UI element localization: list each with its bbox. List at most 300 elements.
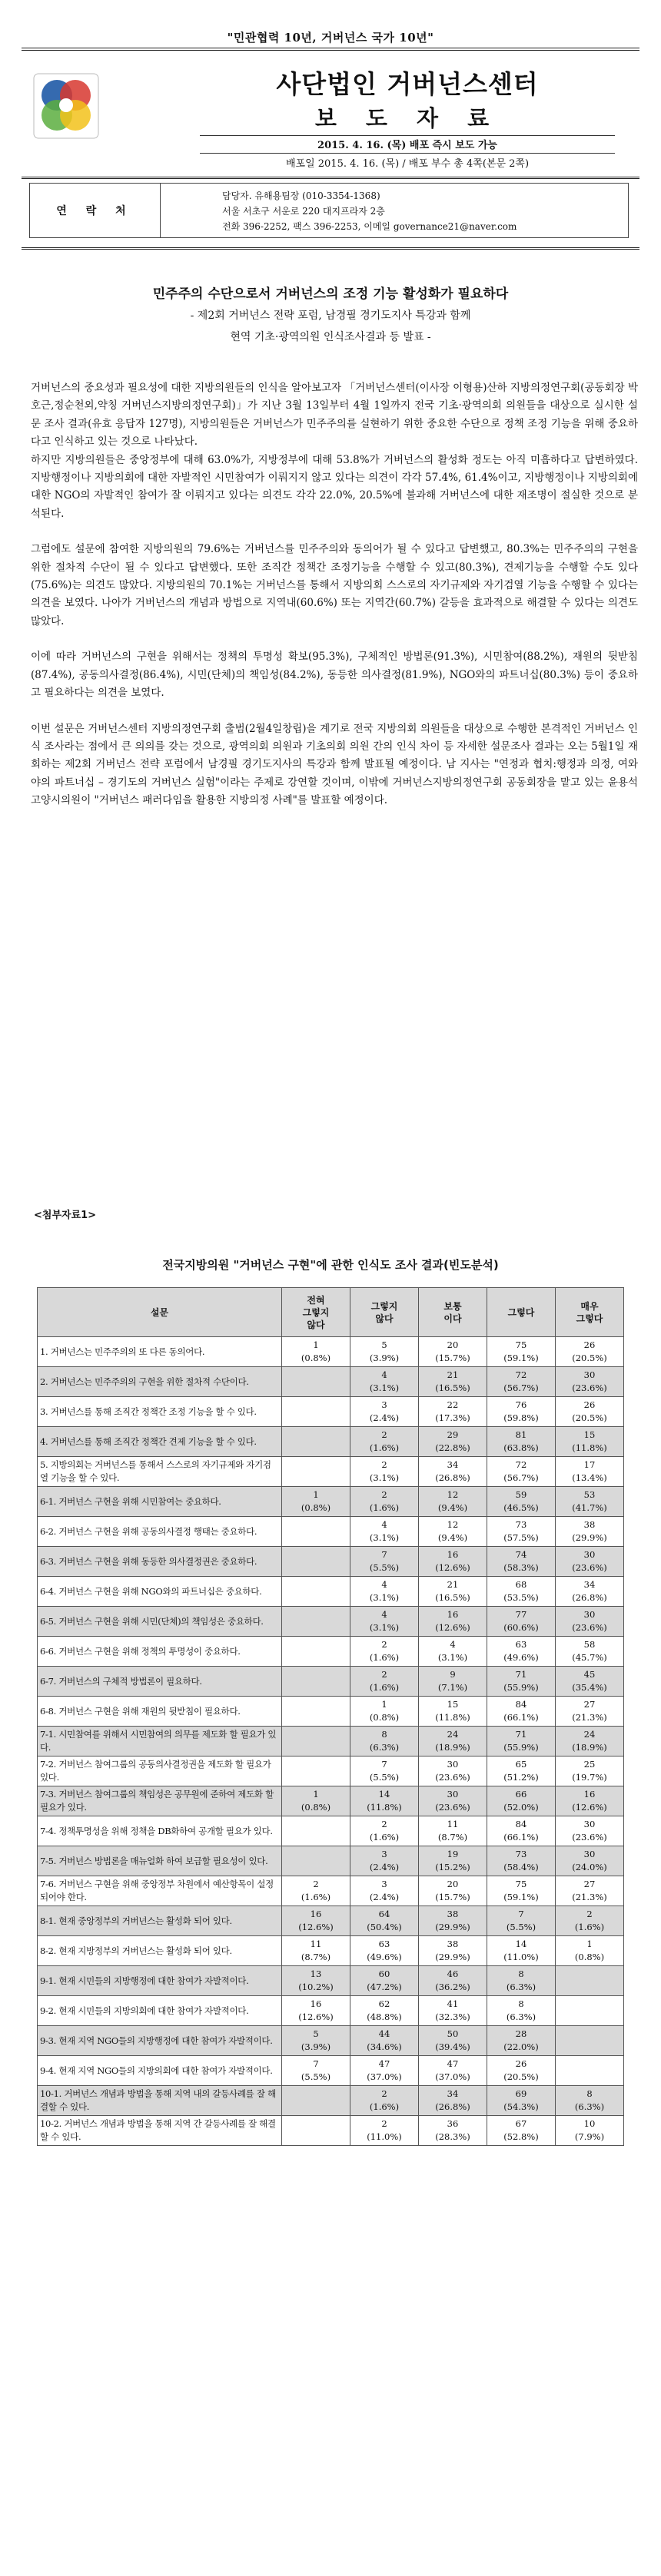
table-row [38,1337,624,1367]
count-value: 1 [586,1939,593,1949]
count-value: 30 [583,1819,596,1829]
count-value: 20 [447,1339,459,1350]
percent-value: (21.3%) [572,1712,607,1723]
value-cell [282,1547,350,1577]
value-cell [350,1427,419,1457]
percent-value: (56.7%) [503,1382,539,1393]
value-cell [487,1547,556,1577]
value-cell [419,1607,487,1637]
count-value: 26 [583,1399,596,1410]
value-cell [419,1816,487,1846]
value-cell [556,1667,624,1697]
value-cell [556,1397,624,1427]
value-cell [419,2026,487,2056]
value-cell [556,2026,624,2056]
percent-value: (5.5%) [506,1922,536,1932]
percent-value: (37.0%) [435,2071,470,2082]
value-cell [282,1397,350,1427]
percent-value: (20.5%) [503,2071,539,2082]
count-value: 2 [381,2088,387,2099]
value-cell [556,2056,624,2086]
slogan: "민관협력 10년, 거버넌스 국가 10년" [227,31,434,45]
value-cell [350,1996,419,2026]
count-value: 4 [381,1519,387,1530]
percent-value: (11.0%) [367,2131,402,2142]
count-value: 81 [515,1429,527,1440]
count-value: 1 [313,1339,319,1350]
percent-value: (3.1%) [369,1532,400,1543]
value-cell [556,1996,624,2026]
value-cell [282,1337,350,1367]
release-date: 2015. 4. 16. (목) 배포 즉시 보도 가능 [317,140,497,151]
question-cell: 7-2. 거버넌스 참여그룹의 공동의사결정권을 제도화 할 필요가 있다. [38,1757,282,1786]
count-value: 27 [583,1699,596,1710]
value-cell [556,1607,624,1637]
count-value: 19 [447,1849,459,1859]
count-value: 26 [515,2058,527,2069]
percent-value: (32.3%) [435,2011,470,2022]
count-value: 38 [447,1909,459,1919]
value-cell [419,1457,487,1487]
percent-value: (19.7%) [572,1772,607,1783]
value-cell [419,1966,487,1996]
table-row [38,1846,624,1876]
count-value: 36 [447,2118,459,2129]
count-value: 30 [583,1549,596,1560]
count-value: 38 [583,1519,596,1530]
count-value: 67 [515,2118,527,2129]
count-value: 75 [515,1339,527,1350]
distribution-info: 배포일 2015. 4. 16. (목) / 배포 부수 총 4쪽(본문 2쪽) [285,158,530,170]
value-cell [350,1876,419,1906]
table-row [38,1607,624,1637]
table-row [38,1637,624,1667]
value-cell [487,1517,556,1547]
count-value: 68 [515,1579,527,1590]
count-value: 15 [583,1429,596,1440]
value-cell [282,2086,350,2116]
count-value: 47 [378,2058,390,2069]
value-cell [419,1427,487,1457]
percent-value: (58.4%) [503,1862,539,1872]
percent-value: (3.1%) [369,1472,400,1483]
document-type: 보 도 자 료 [314,105,500,131]
value-cell [282,1367,350,1397]
percent-value: (37.0%) [367,2071,402,2082]
value-cell [487,1996,556,2026]
table-row [38,1936,624,1966]
percent-value: (53.5%) [503,1592,539,1603]
contact-address: 서울 서초구 서운로 220 대지프라자 2층 [222,206,385,217]
table-row [38,1577,624,1607]
percent-value: (6.3%) [574,2101,605,2112]
percent-value: (59.1%) [503,1353,539,1363]
percent-value: (20.5%) [572,1412,607,1423]
table-row [38,1876,624,1906]
percent-value: (66.1%) [503,1832,539,1843]
table-header-row [38,1288,624,1337]
question-cell: 9-3. 현재 지역 NGO들의 지방행정에 대한 참여가 자발적이다. [38,2026,282,2056]
count-value: 84 [515,1819,527,1829]
value-cell [350,1786,419,1816]
value-cell [487,2056,556,2086]
percent-value: (13.4%) [572,1472,607,1483]
percent-value: (3.1%) [437,1652,468,1663]
percent-value: (0.8%) [301,1353,331,1363]
count-value: 76 [515,1399,527,1410]
percent-value: (0.8%) [574,1952,605,1962]
value-cell [556,1786,624,1816]
count-value: 7 [381,1759,387,1770]
table-row [38,1727,624,1757]
value-cell [556,1487,624,1517]
question-cell: 7-3. 거버넌스 참여그룹의 책임성은 공무원에 준하여 제도화 할 필요가 있다. [38,1786,282,1816]
question-cell: 5. 지방의회는 거버넌스를 통해서 스스로의 자기규제와 자기검열 기능을 할 수 있다. [38,1457,282,1487]
body-paragraph: 거버넌스의 중요성과 필요성에 대한 지방의원들의 인식을 알아보고자 「거버넌스센터(이사장 이형용)산하 지방의정연구회(공동회장 박호근,정순천외,약칭 거버넌스지방의정연구회)」가 지난 3월 13일부터 4월 1일까지 전국 기초·광역의회 의원들을 대상으로 실시한 설문 조사 결과(유효 응답자 127명), 지방의원들은 거버넌스가 민주주의를 실현하기 위한 중요한 수단으로 정책 조정 기능을 위해 중요하다고 인식하고 있는 것으로 나타났다. [31,382,638,449]
percent-value: (5.5%) [369,1562,400,1573]
question-cell: 6-3. 거버넌스 구현을 위해 동등한 의사결정권은 중요하다. [38,1547,282,1577]
value-cell [556,1367,624,1397]
value-cell [419,1337,487,1367]
count-value: 2 [381,1459,387,1470]
percent-value: (12.6%) [435,1622,470,1633]
percent-value: (24.0%) [572,1862,607,1872]
value-cell [282,1487,350,1517]
percent-value: (12.6%) [435,1562,470,1573]
count-value: 41 [447,1998,459,2009]
percent-value: (26.8%) [572,1592,607,1603]
percent-value: (23.6%) [435,1772,470,1783]
question-cell: 3. 거버넌스를 통해 조직간 정책간 조정 기능을 할 수 있다. [38,1397,282,1427]
count-value: 62 [378,1998,390,2009]
percent-value: (1.6%) [369,1652,400,1663]
headline: 민주주의 수단으로서 거버넌스의 조정 기능 활성화가 필요하다 [152,286,509,302]
percent-value: (26.8%) [435,1472,470,1483]
question-cell: 6-2. 거버넌스 구현을 위해 공동의사결정 행태는 중요하다. [38,1517,282,1547]
count-value: 14 [515,1939,527,1949]
percent-value: (10.2%) [298,1982,334,1992]
count-value: 5 [381,1339,387,1350]
value-cell [419,1487,487,1517]
value-cell [282,1517,350,1547]
count-value: 2 [586,1909,593,1919]
count-value: 34 [447,1459,459,1470]
contact-box [29,183,629,238]
value-cell [350,2116,419,2146]
count-value: 34 [447,2088,459,2099]
count-value: 8 [586,2088,593,2099]
table-row [38,1427,624,1457]
question-cell: 1. 거버넌스는 민주주의의 또 다른 동의어다. [38,1337,282,1367]
percent-value: (39.4%) [435,2041,470,2052]
value-cell [556,1876,624,1906]
count-value: 2 [381,1669,387,1680]
percent-value: (18.9%) [435,1742,470,1753]
table-row [38,1816,624,1846]
value-cell [556,1966,624,1996]
percent-value: (2.4%) [369,1412,400,1423]
percent-value: (0.8%) [301,1502,331,1513]
count-value: 58 [583,1639,596,1650]
percent-value: (26.8%) [435,2101,470,2112]
count-value: 63 [378,1939,390,1949]
value-cell [487,1397,556,1427]
percent-value: (66.1%) [503,1712,539,1723]
percent-value: (49.6%) [367,1952,402,1962]
percent-value: (63.8%) [503,1442,539,1453]
question-cell: 7-4. 정책투명성을 위해 정책을 DB화하여 공개할 필요가 있다. [38,1816,282,1846]
value-cell [487,1727,556,1757]
percent-value: (52.8%) [503,2131,539,2142]
count-value: 4 [381,1609,387,1620]
percent-value: (7.9%) [574,2131,605,2142]
count-value: 15 [447,1699,459,1710]
percent-value: (23.6%) [572,1622,607,1633]
count-value: 21 [447,1369,459,1380]
count-value: 26 [583,1339,596,1350]
percent-value: (6.3%) [506,1982,536,1992]
percent-value: (1.6%) [301,1892,331,1902]
count-value: 27 [583,1879,596,1889]
count-value: 66 [515,1789,527,1800]
count-value: 74 [515,1549,527,1560]
header-rule-mid [22,177,639,179]
value-cell [282,1816,350,1846]
value-cell [419,2116,487,2146]
count-value: 9 [450,1669,456,1680]
percent-value: (46.5%) [503,1502,539,1513]
question-cell: 9-1. 현재 시민들의 지방행정에 대한 참여가 자발적이다. [38,1966,282,1996]
table-row [38,1966,624,1996]
count-value: 44 [378,2028,390,2039]
count-value: 73 [515,1519,527,1530]
percent-value: (15.7%) [435,1892,470,1902]
question-cell: 6-4. 거버넌스 구현을 위해 NGO와의 파트너십은 중요하다. [38,1577,282,1607]
question-cell: 7-1. 시민참여를 위해서 시민참여의 의무를 제도화 할 필요가 있다. [38,1727,282,1757]
count-value: 11 [310,1939,322,1949]
table-row [38,2026,624,2056]
value-cell [487,1637,556,1667]
value-cell [282,1846,350,1876]
count-value: 24 [583,1729,596,1740]
value-cell [282,1637,350,1667]
percent-value: (29.9%) [435,1952,470,1962]
percent-value: (29.9%) [435,1922,470,1932]
percent-value: (0.8%) [369,1712,400,1723]
count-value: 4 [381,1369,387,1380]
count-value: 16 [310,1909,322,1919]
value-cell [282,1427,350,1457]
attachment-label: <첨부자료1> [34,1210,97,1221]
table-row [38,1457,624,1487]
percent-value: (3.9%) [301,2041,331,2052]
value-cell [282,2026,350,2056]
value-cell [556,1337,624,1367]
value-cell [556,1697,624,1727]
count-value: 34 [583,1579,596,1590]
value-cell [350,2056,419,2086]
percent-value: (11.8%) [367,1802,402,1813]
value-cell [487,1487,556,1517]
subheadline: - 제2회 거버넌스 전략 포럼, 남경필 경기도지사 특강과 함께 [190,310,471,322]
value-cell [419,1547,487,1577]
value-cell [487,1667,556,1697]
count-value: 5 [313,2028,319,2039]
value-cell [487,2116,556,2146]
value-cell [487,1607,556,1637]
value-cell [350,2086,419,2116]
count-value: 50 [447,2028,459,2039]
count-value: 2 [381,1489,387,1500]
value-cell [350,1667,419,1697]
percent-value: (23.6%) [572,1382,607,1393]
value-cell [556,1906,624,1936]
table-row [38,1906,624,1936]
count-value: 11 [447,1819,459,1829]
value-cell [556,1517,624,1547]
value-cell [282,1966,350,1996]
contact-person: 담당자. 유해용팀장 (010-3354-1368) [222,190,380,201]
percent-value: (6.3%) [369,1742,400,1753]
header-rule-bottom [22,247,639,250]
value-cell [556,1936,624,1966]
value-cell [487,1757,556,1786]
percent-value: (18.9%) [572,1742,607,1753]
percent-value: (3.1%) [369,1382,400,1393]
percent-value: (55.9%) [503,1742,539,1753]
percent-value: (50.4%) [367,1922,402,1932]
question-cell: 6-6. 거버넌스 구현을 위해 정책의 투명성이 중요하다. [38,1637,282,1667]
value-cell [350,2026,419,2056]
value-cell [556,1757,624,1786]
value-cell [350,1367,419,1397]
value-cell [350,1697,419,1727]
value-cell [419,1577,487,1607]
percent-value: (22.8%) [435,1442,470,1453]
count-value: 13 [310,1968,322,1979]
count-value: 30 [583,1369,596,1380]
percent-value: (45.7%) [572,1652,607,1663]
count-value: 47 [447,2058,459,2069]
count-value: 25 [583,1759,596,1770]
value-cell [350,1487,419,1517]
table-row [38,2116,624,2146]
table-row [38,1786,624,1816]
value-cell [350,1936,419,1966]
count-value: 30 [583,1849,596,1859]
contact-label: 연 락 처 [30,184,161,237]
value-cell [350,1727,419,1757]
value-cell [487,1427,556,1457]
contact-phone-email: 전화 396-2252, 팩스 396-2253, 이메일 governance21@naver.com [222,221,517,232]
value-cell [487,2026,556,2056]
percent-value: (5.5%) [301,2071,331,2082]
column-header: 전혀 그렇지 않다 [282,1288,350,1337]
header-rule-top [22,48,639,51]
count-value: 28 [515,2028,527,2039]
value-cell [487,1846,556,1876]
percent-value: (12.6%) [298,1922,334,1932]
value-cell [282,1457,350,1487]
percent-value: (11.0%) [503,1952,539,1962]
count-value: 10 [583,2118,596,2129]
value-cell [487,1337,556,1367]
question-cell: 6-8. 거버넌스 구현을 위해 재원의 뒷받침이 필요하다. [38,1697,282,1727]
value-cell [350,1757,419,1786]
column-header: 그렇다 [487,1288,556,1337]
column-header: 보통 이다 [419,1288,487,1337]
value-cell [556,1427,624,1457]
value-cell [487,1786,556,1816]
count-value: 3 [381,1879,387,1889]
count-value: 29 [447,1429,459,1440]
body-paragraph: 그럼에도 설문에 참여한 지방의원의 79.6%는 거버넌스를 민주주의와 동의어가 될 수 있다고 답변했고, 80.3%는 민주주의의 구현을 위한 절차적 수단이 될 수 있다고 답변했다. 또한 조직간 정책간 조정기능을 수행할 수 있고(80.3%), 견제기능을 수행할 수도 있다(75.6%)는 의견도 많았다. 지방의원의 70.1%는 거버넌스를 통해서 지방의회 스스로의 자기규제와 자기검열 기능을 수행할 수 있다는 의견을 보였다. 나아가 거버넌스의 개념과 방법으로 지역내(60.6%) 또는 지역간(60.7%) 갈등을 효과적으로 해결할 수 있다는 의견도 많았다. [31,543,638,627]
org-title: 사단법인 거버넌스센터 [276,69,539,99]
question-cell: 9-2. 현재 시민들의 지방의회에 대한 참여가 자발적이다. [38,1996,282,2026]
value-cell [419,1517,487,1547]
table-row [38,1757,624,1786]
value-cell [350,1816,419,1846]
percent-value: (23.6%) [572,1832,607,1843]
percent-value: (29.9%) [572,1532,607,1543]
count-value: 2 [381,1429,387,1440]
value-cell [556,1727,624,1757]
question-cell: 9-4. 현재 지역 NGO들의 지방의회에 대한 참여가 자발적이다. [38,2056,282,2086]
table-row [38,1487,624,1517]
question-cell: 7-5. 거버넌스 방법론을 매뉴얼화 하여 보급할 필요성이 있다. [38,1846,282,1876]
count-value: 46 [447,1968,459,1979]
value-cell [419,2086,487,2116]
percent-value: (9.4%) [437,1532,468,1543]
percent-value: (7.1%) [437,1682,468,1693]
value-cell [419,1936,487,1966]
value-cell [419,1637,487,1667]
percent-value: (5.5%) [369,1772,400,1783]
value-cell [487,1876,556,1906]
value-cell [419,1996,487,2026]
count-value: 1 [313,1789,319,1800]
table-row [38,2056,624,2086]
count-value: 71 [515,1729,527,1740]
value-cell [487,1457,556,1487]
value-cell [419,2056,487,2086]
question-cell: 7-6. 거버넌스 구현을 위해 중앙정부 차원에서 예산항목이 설정되어야 한다. [38,1876,282,1906]
percent-value: (59.1%) [503,1892,539,1902]
column-header: 설문 [38,1288,282,1337]
count-value: 1 [313,1489,319,1500]
table-body [38,1337,624,2146]
value-cell [282,2056,350,2086]
value-cell [556,2116,624,2146]
question-cell: 8-1. 현재 중앙정부의 거버넌스는 활성화 되어 있다. [38,1906,282,1936]
count-value: 8 [381,1729,387,1740]
value-cell [350,1846,419,1876]
value-cell [419,1697,487,1727]
question-cell: 6-1. 거버넌스 구현을 위해 시민참여는 중요하다. [38,1487,282,1517]
percent-value: (52.0%) [503,1802,539,1813]
value-cell [419,1367,487,1397]
value-cell [419,1727,487,1757]
count-value: 71 [515,1669,527,1680]
divider [200,135,615,136]
count-value: 69 [515,2088,527,2099]
value-cell [556,1547,624,1577]
value-cell [282,2116,350,2146]
question-cell: 6-7. 거버넌스의 구체적 방법론이 필요하다. [38,1667,282,1697]
percent-value: (1.6%) [369,1832,400,1843]
value-cell [487,1966,556,1996]
percent-value: (6.3%) [506,2011,536,2022]
